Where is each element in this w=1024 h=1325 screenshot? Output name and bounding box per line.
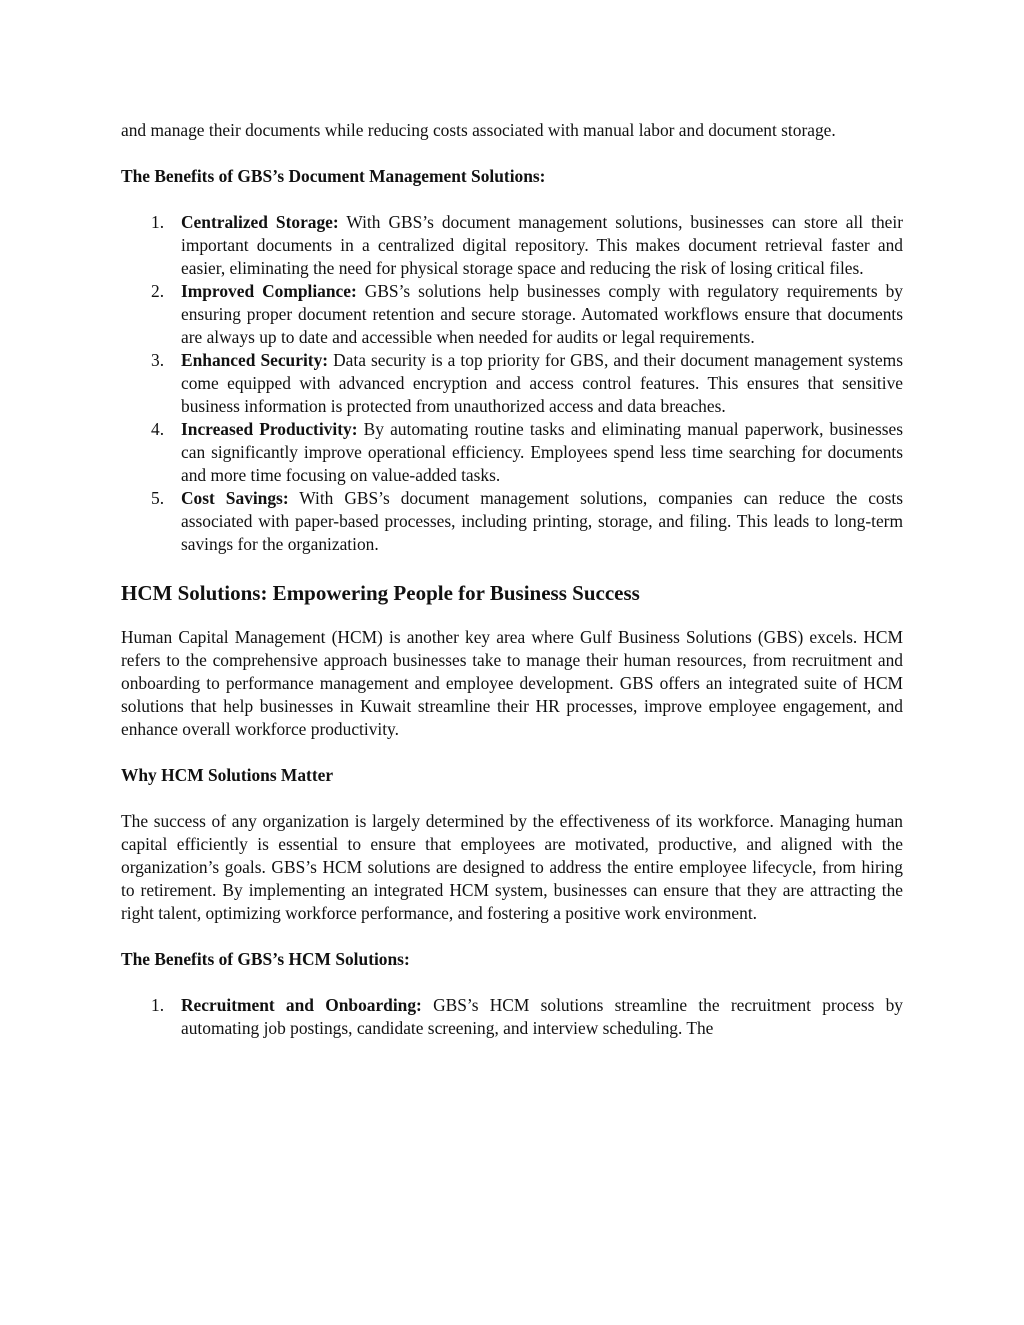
list-number: 5. bbox=[151, 488, 165, 508]
list-number: 1. bbox=[151, 995, 165, 1015]
list-item bbox=[121, 349, 903, 418]
list-item bbox=[121, 211, 903, 280]
list-item-text: GBS’s solutions help businesses comply with regulatory requirements by ensuring proper document retention and secure storage. Automated workflows ensure that documents are always up to date and accessible when needed for audits or legal requirements. bbox=[181, 281, 903, 347]
dms-benefits-heading: The Benefits of GBS’s Document Management Solutions: bbox=[121, 166, 546, 186]
list-item-title: Centralized Storage: bbox=[181, 212, 339, 232]
list-item-text: GBS’s HCM solutions streamline the recruitment process by automating job postings, candidate screening, and interview scheduling. The bbox=[181, 995, 903, 1038]
list-item bbox=[121, 487, 903, 556]
list-number: 4. bbox=[151, 419, 165, 439]
list-item-title: Cost Savings: bbox=[181, 488, 289, 508]
list-number: 2. bbox=[151, 281, 165, 301]
list-item bbox=[121, 280, 903, 349]
list-item-text: With GBS’s document management solutions, companies can reduce the costs associated with paper-based processes, including printing, storage, and filing. This leads to long-term savings for the organization. bbox=[181, 488, 903, 554]
list-item bbox=[121, 418, 903, 487]
list-number: 3. bbox=[151, 350, 165, 370]
list-number: 1. bbox=[151, 212, 165, 232]
hcm-section-heading: HCM Solutions: Empowering People for Business Success bbox=[121, 581, 640, 605]
hcm-benefits-list bbox=[121, 994, 903, 1040]
list-item-title: Increased Productivity: bbox=[181, 419, 358, 439]
document-page bbox=[121, 119, 903, 1040]
list-item-title: Recruitment and Onboarding: bbox=[181, 995, 422, 1015]
why-hcm-heading: Why HCM Solutions Matter bbox=[121, 765, 334, 785]
hcm-benefits-heading: The Benefits of GBS’s HCM Solutions: bbox=[121, 949, 410, 969]
list-item-text: By automating routine tasks and eliminating manual paperwork, businesses can significantly improve operational efficiency. Employees spend less time searching for documents and more time focusing on value-added tasks. bbox=[181, 419, 903, 485]
list-item-title: Enhanced Security: bbox=[181, 350, 329, 370]
intro-continuation: and manage their documents while reducing costs associated with manual labor and document storage. bbox=[121, 120, 836, 140]
list-item-text: With GBS’s document management solutions, businesses can store all their important documents in a centralized digital repository. This makes document retrieval faster and easier, eliminating the need for physical storage space and reducing the risk of losing critical files. bbox=[181, 212, 903, 278]
why-hcm-paragraph: The success of any organization is largely determined by the effectiveness of its workforce. Managing human capital efficiently is essential to ensure that employees are motivated, productive, and aligned with the organization’s goals. GBS’s HCM solutions are designed to address the entire employee lifecycle, from hiring to retirement. By implementing an integrated HCM system, businesses can ensure that they are attracting the right talent, optimizing workforce performance, and fostering a positive work environment. bbox=[121, 811, 903, 923]
list-item bbox=[121, 994, 903, 1040]
hcm-intro-paragraph: Human Capital Management (HCM) is another key area where Gulf Business Solutions (GBS) excels. HCM refers to the comprehensive approach businesses take to manage their human resources, from recruitment and onboarding to performance management and employee development. GBS offers an integrated suite of HCM solutions that help businesses in Kuwait streamline their HR processes, improve employee engagement, and enhance overall workforce productivity. bbox=[121, 627, 903, 739]
dms-benefits-list bbox=[121, 211, 903, 556]
list-item-text: Data security is a top priority for GBS, and their document management systems come equipped with advanced encryption and access control features. This ensures that sensitive business information is protected from unauthorized access and data breaches. bbox=[181, 350, 903, 416]
list-item-title: Improved Compliance: bbox=[181, 281, 357, 301]
